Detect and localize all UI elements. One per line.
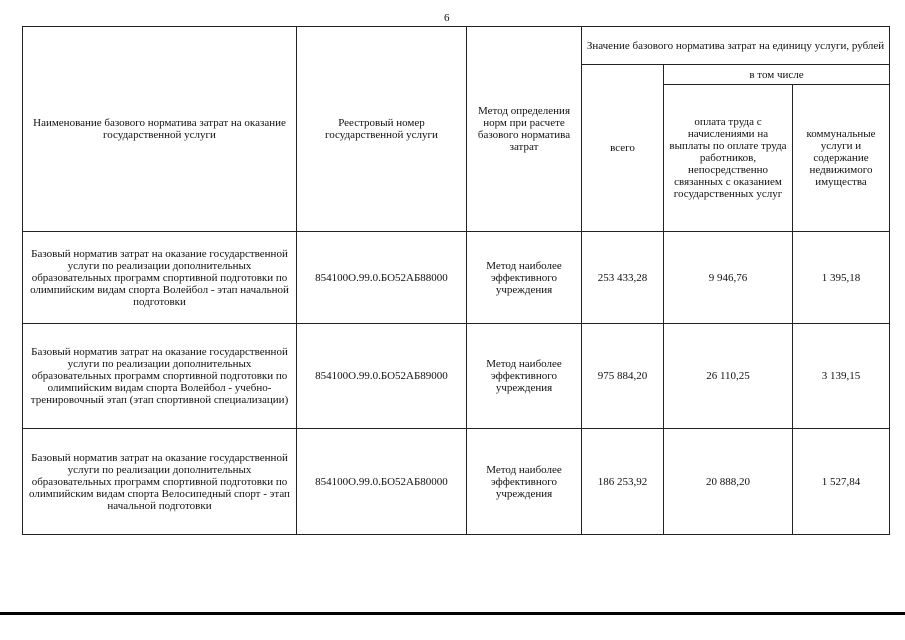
row-utilities: 3 139,15: [793, 324, 890, 429]
header-value-group: Значение базового норматива затрат на единицу услуги, рублей: [582, 27, 890, 65]
table-row: [23, 429, 890, 535]
bottom-rule: [0, 612, 905, 615]
header-row-1: [23, 27, 890, 65]
header-utilities: коммунальные услуги и содержание недвижимого имущества: [793, 85, 890, 232]
cost-norm-table: [22, 26, 890, 535]
row-labor: 26 110,25: [664, 324, 793, 429]
row-method: Метод наиболее эффективного учреждения: [467, 324, 582, 429]
row-method: Метод наиболее эффективного учреждения: [467, 429, 582, 535]
row-labor: 9 946,76: [664, 232, 793, 324]
header-name: Наименование базового норматива затрат на оказание государственной услуги: [23, 27, 297, 232]
row-total: 186 253,92: [582, 429, 664, 535]
header-registry-number: Реестровый номер государственной услуги: [297, 27, 467, 232]
row-utilities: 1 527,84: [793, 429, 890, 535]
row-registry-number: 854100О.99.0.БО52АБ89000: [297, 324, 467, 429]
header-including: в том числе: [664, 65, 890, 85]
row-total: 253 433,28: [582, 232, 664, 324]
row-name: Базовый норматив затрат на оказание государственной услуги по реализации дополнительных образовательных программ спортивной подготовки по олимпийским видам спорта Велосипедный спорт - этап начальной подготовки: [23, 429, 297, 535]
row-utilities: 1 395,18: [793, 232, 890, 324]
header-method: Метод определения норм при расчете базового норматива затрат: [467, 27, 582, 232]
header-total: всего: [582, 65, 664, 232]
header-labor: оплата труда с начислениями на выплаты по оплате труда работников, непосредственно связанных с оказанием государственных услуг: [664, 85, 793, 232]
page-number: 6: [444, 12, 450, 24]
row-name: Базовый норматив затрат на оказание государственной услуги по реализации дополнительных образовательных программ спортивной подготовки по олимпийским видам спорта Волейбол - учебно-тренировочный этап (этап спортивной специализации): [23, 324, 297, 429]
row-method: Метод наиболее эффективного учреждения: [467, 232, 582, 324]
row-registry-number: 854100О.99.0.БО52АБ80000: [297, 429, 467, 535]
row-labor: 20 888,20: [664, 429, 793, 535]
row-total: 975 884,20: [582, 324, 664, 429]
table-row: [23, 324, 890, 429]
row-name: Базовый норматив затрат на оказание государственной услуги по реализации дополнительных образовательных программ спортивной подготовки по олимпийским видам спорта Волейбол - этап начальной подготовки: [23, 232, 297, 324]
table-row: [23, 232, 890, 324]
row-registry-number: 854100О.99.0.БО52АБ88000: [297, 232, 467, 324]
